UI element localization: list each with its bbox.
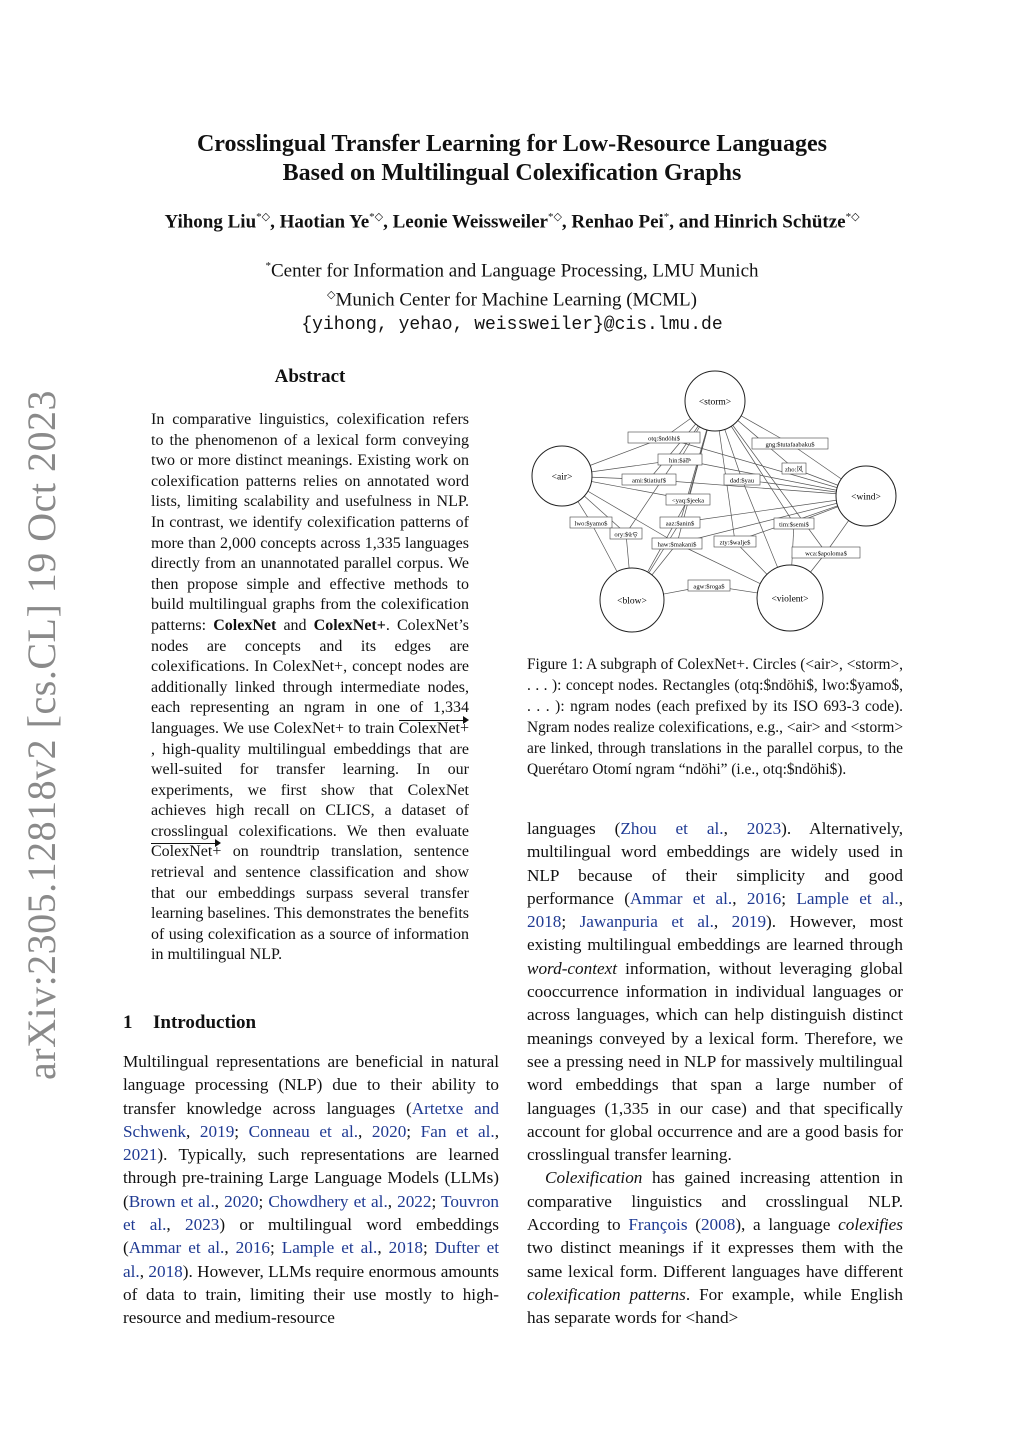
author-affiliation-mark: *◇	[256, 211, 271, 223]
text-run: ,	[139, 1261, 149, 1281]
concept-label: <air>	[551, 472, 573, 483]
citation-link[interactable]: 2018	[388, 1238, 424, 1258]
author-list: Yihong Liu*◇, Haotian Ye*◇, Leonie Weissweiler*◇, Renhao Pei*, and Hinrich Schütze*◇	[164, 211, 860, 233]
citation-link[interactable]: Conneau et al.	[248, 1121, 359, 1141]
title-line-2: Based on Multilingual Colexification Graphs	[282, 160, 742, 186]
colexnet-subgraph-figure	[530, 368, 910, 640]
affiliation-lmu: *Center for Information and Language Processing, LMU Munich	[265, 260, 759, 282]
author-name: Renhao Pei	[571, 211, 664, 233]
text-run: ;	[431, 1191, 442, 1211]
concept-node	[757, 565, 823, 631]
ngram-node	[652, 538, 702, 549]
citation-link[interactable]: Zhou et al.	[620, 819, 724, 838]
ngram-label: gng:$tutafaabaku$	[765, 441, 815, 449]
abstract-body: In comparative linguistics, colexification refers to the phenomenon of a lexical form conveying two or more distinct meanings. Existing work on colexification patterns relies on annotated word lists, limiting scalability and usefulness in NLP. In contrast, we identify colexification patterns of more than 2,000 concepts across 1,335 languages directly from an unannotated parallel corpus. We then propose simple and effective methods to build multilingual graphs from the colexification patterns: ColexNet and ColexNet+. ColexNet’s nodes are concepts and its edges are colexifications. In ColexNet+, concept nodes are additionally linked through intermediate nodes, each representing an ngram in one of 1,334 languages. We use ColexNet+ to train ColexNet+, high-quality multilingual embeddings that are well-suited for transfer learning. In our experiments, we first show that ColexNet achieves high recall on CLICS, a dataset of crosslingual colexifications. We then evaluate ColexNet+ on roundtrip translation, sentence retrieval and sentence classification and show that our embeddings surpass several transfer learning baselines. This demonstrates the benefits of using colexification as a source of information in multilingual NLP.	[151, 411, 470, 964]
text-run: has gained increasing attention in comparative linguistics and crosslingual NLP. According to	[527, 1168, 903, 1235]
colexnet-plus-vector: ColexNet+	[151, 842, 221, 863]
concept-label: <violent>	[771, 594, 809, 605]
text-run: ,	[387, 1191, 398, 1211]
author-email: {yihong, yehao, weissweiler}@cis.lmu.de	[301, 314, 723, 335]
author-affiliation-mark: *◇	[845, 211, 860, 223]
section-heading-introduction: 1 Introduction	[123, 1012, 257, 1033]
ngram-label: hin:$ā̃dʰ	[669, 457, 691, 465]
ngram-label: tim:$semi$	[779, 521, 809, 529]
text-run: ,	[186, 1121, 200, 1141]
ngram-label: wca:$apoloma$	[805, 550, 847, 558]
ngram-label: lwo:$yamo$	[574, 520, 608, 528]
concept-label: <blow>	[617, 596, 647, 607]
affiliations	[112, 254, 912, 337]
ngram-node	[628, 432, 700, 443]
citation-link[interactable]: Touvron et al.	[123, 1191, 500, 1235]
ngram-node	[666, 494, 710, 505]
text-run: ). Alternatively, multilingual word embeddings are widely used in NLP because of their simplicity and good performance (	[527, 819, 904, 908]
ngram-label: zty:$walje$	[719, 539, 751, 547]
ngram-node	[688, 580, 730, 591]
text-run: ,	[224, 1238, 236, 1258]
citation-link[interactable]: Chowdhery et al.	[268, 1191, 388, 1211]
concept-node	[836, 466, 896, 526]
abstract-heading: Abstract	[274, 366, 346, 387]
graph-nodes	[532, 371, 896, 632]
citation-link[interactable]: Artetxe and Schwenk	[123, 1098, 499, 1141]
author-name: Yihong Liu	[164, 211, 257, 233]
author-name: Leonie Weissweiler	[392, 211, 548, 233]
affiliation-mcml: ◇Munich Center for Machine Learning (MCML)	[327, 289, 697, 311]
citation-link[interactable]: Dufter et al.	[123, 1238, 500, 1281]
citation-link[interactable]: Jawanpuria et al.	[579, 912, 714, 932]
text-run: ,	[166, 1215, 185, 1235]
citation-link[interactable]: 2021	[123, 1145, 158, 1165]
paper-title	[112, 130, 912, 188]
text-run: ;	[406, 1121, 421, 1141]
title-line-1: Crosslingual Transfer Learning for Low-Resource Languages	[196, 131, 828, 157]
text-run: ,	[494, 1121, 500, 1141]
concept-node	[532, 446, 592, 506]
text-run: ;	[423, 1238, 435, 1258]
citation-link[interactable]: 2019	[731, 912, 767, 932]
citation-link[interactable]: 2016	[235, 1238, 270, 1258]
ngram-node	[622, 474, 676, 485]
ngram-node	[782, 463, 806, 474]
text-run: colexifies	[838, 1215, 903, 1235]
text-run: word-context	[527, 958, 618, 978]
ngram-node	[774, 518, 814, 529]
text-run: information, without leveraging global cooccurrence information in individual languages or across languages, which can help distinguish distinct meanings conveyed by a lexical form. Therefore, we see a pressing need in NLP for massively multilingual word embeddings that span a large number of languages (1,335 in our case) and that specifically account for global occurrence and are a good basis for crosslingual transfer learning.	[527, 958, 903, 1165]
ngram-node	[714, 536, 756, 547]
citation-link[interactable]: 2020	[371, 1121, 407, 1141]
text-run: ,	[723, 819, 747, 838]
citation-link[interactable]: Ammar et al.	[128, 1238, 225, 1258]
text-run: ;	[258, 1191, 269, 1211]
arxiv-identifier: arXiv:2305.12818v2 [cs.CL] 19 Oct 2023	[19, 389, 64, 1080]
text-run: colexification patterns	[527, 1284, 686, 1304]
citation-link[interactable]: Lample et al.	[281, 1238, 378, 1258]
citation-link[interactable]: Ammar et al.	[629, 888, 733, 908]
text-run: ), a language	[735, 1215, 839, 1235]
text-run: ;	[561, 912, 580, 932]
citation-link[interactable]: Lample et al.	[796, 888, 899, 908]
citation-link[interactable]: 2018	[148, 1261, 183, 1281]
citation-link[interactable]: 2008	[700, 1215, 736, 1235]
text-run: Colexification	[545, 1168, 643, 1188]
text-run: ). However, LLMs require enormous amounts of data to train, limiting their use mostly to high-resource and medium-resource	[123, 1261, 499, 1328]
intro-right-column	[527, 817, 903, 1330]
text-run: . For example, while English has separate words for <hand>	[527, 1284, 903, 1328]
text-run: ,	[732, 888, 747, 908]
text-run: ,	[898, 888, 904, 908]
citation-link[interactable]: 2023	[746, 819, 782, 838]
text-run: ) or multilingual word embeddings (	[123, 1215, 499, 1258]
ngram-node	[610, 528, 642, 539]
text-run: Multilingual representations are beneficial in natural language processing (NLP) due to their ability to transfer knowledge across languages (	[123, 1052, 499, 1118]
ngram-label: haw:$makani$	[657, 541, 697, 549]
ngram-label: dad:$yau	[729, 477, 755, 485]
author-name: Hinrich Schütze	[714, 211, 846, 233]
ngram-node	[660, 517, 700, 528]
ngram-node	[570, 517, 612, 528]
text-run: ,	[214, 1191, 225, 1211]
text-run: (	[687, 1215, 701, 1235]
text-run: ;	[234, 1121, 249, 1141]
ngram-label: aaz:$anin$	[665, 520, 695, 528]
author-affiliation-mark: *◇	[547, 211, 562, 223]
citation-link[interactable]: François	[628, 1215, 688, 1235]
citation-link[interactable]: 2023	[185, 1215, 220, 1235]
text-run: two distinct meanings if it expresses them with the same lexical form. Different languages have different	[527, 1238, 903, 1281]
ngram-label: otq:$ndöhi$	[648, 435, 680, 443]
citation-link[interactable]: Brown et al.	[128, 1191, 215, 1211]
concept-node	[685, 371, 745, 431]
colexnet-plus-vector: ColexNet+	[399, 719, 469, 740]
author-affiliation-mark: *	[663, 211, 670, 223]
ngram-label: agw:$roga$	[693, 583, 725, 591]
ngram-label: zho:风	[785, 466, 803, 474]
text-run: ;	[781, 888, 797, 908]
text-run: ,	[377, 1238, 389, 1258]
figure-caption: Figure 1: A subgraph of ColexNet+. Circles (<air>, <storm>, . . . ): concept nodes. Rectangles (otq:$ndöhi$, lwo:$yamo$, . . . ): ngram nodes (each prefixed by its ISO 693-3 code). Ngram nodes realize colexifications, e.g., <air> and <storm> are linked, through translations in the parallel corpus, to the Querétaro Otomí ngram “ndöhi” (i.e., otq:$ndöhi$).	[527, 656, 903, 779]
concept-label: <storm>	[698, 397, 732, 408]
text-run: ). Typically, such representations are learned through pre-training Large Language Models (LLMs) (	[123, 1145, 499, 1211]
author-affiliation-mark: *◇	[369, 211, 384, 223]
ngram-node	[658, 454, 702, 465]
ngram-label: ami:$tiatiuf$	[631, 477, 667, 485]
author-name: Haotian Ye	[279, 211, 370, 233]
text-run: ,	[358, 1121, 372, 1141]
ngram-node	[792, 547, 860, 558]
citation-link[interactable]: 2016	[746, 888, 782, 908]
citation-link[interactable]: 2019	[199, 1121, 235, 1141]
ngram-node	[724, 474, 760, 485]
ngram-label: <yaq:$jeeka	[671, 497, 705, 505]
citation-link[interactable]: 2018	[527, 912, 562, 932]
intro-left-column	[123, 1050, 499, 1330]
text-run: ,	[713, 912, 732, 932]
ngram-node	[752, 438, 828, 449]
citation-link[interactable]: Fan et al.	[420, 1121, 495, 1141]
concept-label: <wind>	[851, 492, 881, 503]
text-run: ;	[270, 1238, 282, 1258]
citation-link[interactable]: 2022	[397, 1191, 432, 1211]
ngram-label: ory:$ଝଡ଼	[614, 531, 638, 539]
citation-link[interactable]: 2020	[224, 1191, 259, 1211]
text-run: languages (	[527, 819, 621, 838]
text-run: ). However, most existing multilingual embeddings are learned through	[527, 912, 904, 955]
concept-node	[600, 568, 664, 632]
